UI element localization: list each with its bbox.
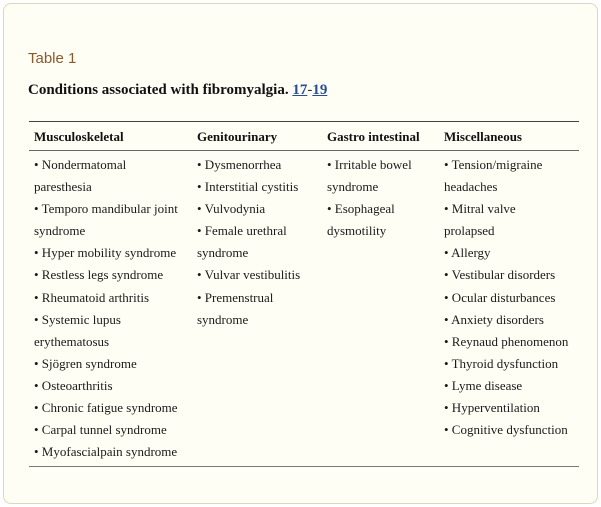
cell-line: • Irritable bowel [327,157,412,172]
cell-line: • Premenstrual [197,289,274,305]
reference-link-start[interactable]: 17 [292,82,308,98]
cell-line: • Systemic lupus [34,311,121,327]
table-header-rule [29,150,579,151]
caption-text: Conditions associated with fibromyalgia. [28,82,289,98]
cell-line: • Reynaud phenomenon [444,333,569,349]
header-musculoskeletal: Musculoskeletal [34,129,124,144]
cell-line: erythematosus [34,333,110,349]
cell-line: • Rheumatoid arthritis [34,289,150,305]
cell-line: • Cognitive dysfunction [444,422,568,438]
cell-line: • Interstitial cystitis [197,179,299,195]
cell-line: syndrome [197,245,249,261]
cell-line: • Vulvodynia [197,201,266,217]
cell-line: • Temporo mandibular joint [34,201,178,217]
cell-line: • Chronic fatigue syndrome [34,400,178,416]
reference-dash: - [307,82,313,98]
column-musculoskeletal [34,154,178,463]
header-miscellaneous: Miscellaneous [444,129,522,144]
cell-line: • Lyme disease [444,377,523,393]
cell-line: • Anxiety disorders [444,311,544,327]
cell-line: • Mitral valve [444,201,516,217]
cell-line: paresthesia [34,179,92,195]
cell-line: • Restless legs syndrome [34,267,164,283]
table-top-rule [29,121,579,122]
cell-line: • Vestibular disorders [444,267,556,283]
cell-line: syndrome [34,223,86,239]
cell-line: • Nondermatomal [34,157,127,172]
cell-line: • Hyperventilation [444,400,540,416]
table-bottom-rule [29,466,579,467]
cell-line: • Sjögren syndrome [34,355,137,371]
table-card [3,3,598,504]
cell-line: prolapsed [444,223,495,239]
cell-line: • Tension/migraine [444,157,543,172]
table-label: Table 1 [28,50,77,67]
header-gastro-intestinal: Gastro intestinal [327,129,420,144]
table-caption [28,82,327,99]
cell-line: • Esophageal [327,201,395,217]
cell-line: • Thyroid dysfunction [444,355,559,371]
cell-line: • Allergy [444,245,491,261]
cell-line: • Carpal tunnel syndrome [34,422,167,438]
cell-line: • Myofascialpain syndrome [34,444,178,460]
cell-line: • Female urethral [197,223,287,239]
cell-line: headaches [444,179,498,195]
cell-line: • Dysmenorrhea [197,157,282,172]
cell-line: dysmotility [327,223,387,239]
column-gastro-intestinal [327,154,412,242]
cell-line: syndrome [327,179,379,195]
column-genitourinary [197,154,300,331]
header-genitourinary: Genitourinary [197,129,278,144]
cell-line: syndrome [197,311,249,327]
cell-line: • Hyper mobility syndrome [34,245,177,261]
cell-line: • Vulvar vestibulitis [197,267,301,283]
column-miscellaneous [444,154,568,441]
reference-link-end[interactable]: 19 [312,82,328,98]
cell-line: • Ocular disturbances [444,289,556,305]
cell-line: • Osteoarthritis [34,377,113,393]
